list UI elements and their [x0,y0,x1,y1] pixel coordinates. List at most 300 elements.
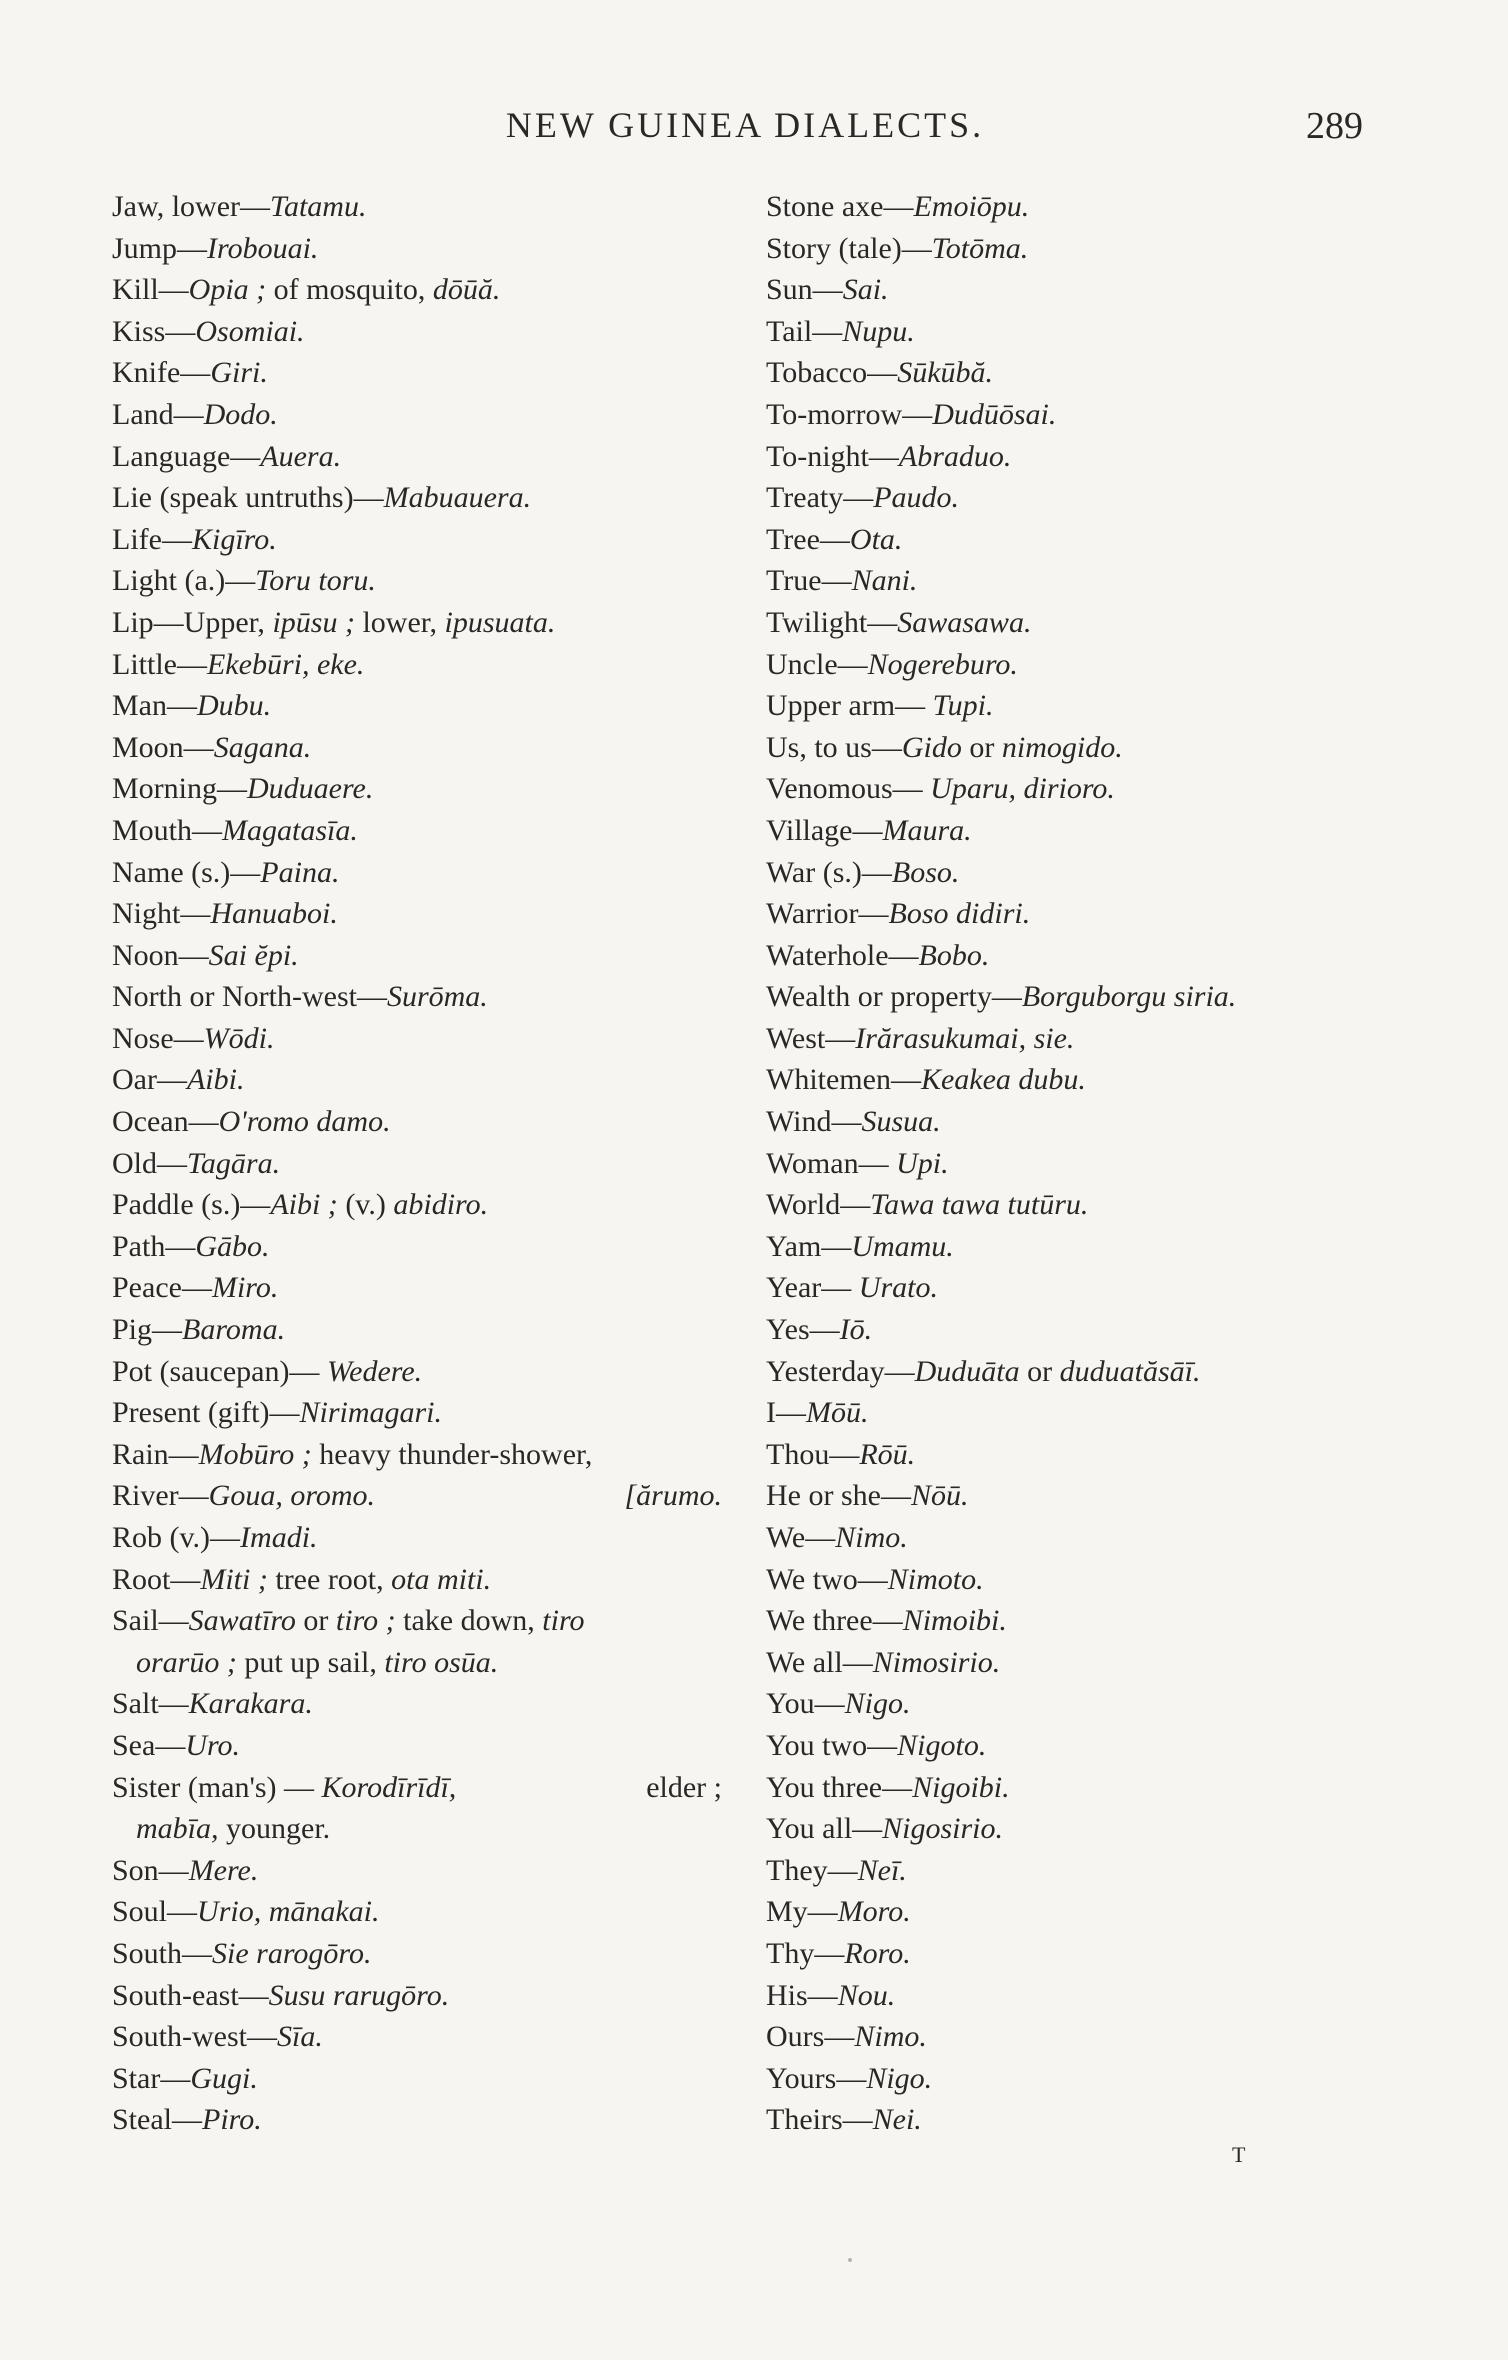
glossary-entry [766,436,1386,478]
glossary-entry [766,1683,1386,1725]
entry-gloss: Tawa tawa tutūru. [870,1188,1089,1222]
glossary-entry [112,1184,722,1226]
entry-note: or [1019,1354,1060,1388]
entry-term: To-night— [766,439,899,473]
glossary-entry [766,560,1386,602]
entry-gloss: Imadi. [240,1521,318,1554]
entry-gloss: Nigosirio. [882,1812,1004,1846]
entry-term: My— [766,1895,838,1929]
glossary-entry [112,1891,722,1933]
signature-mark: T [1232,2142,1246,2167]
entry-gloss: Osomiai. [195,314,305,348]
entry-continuation: [ărumo. [624,1479,722,1513]
entry-term: Man— [112,689,197,723]
entry-gloss: Nei. [872,2103,922,2137]
entry-gloss: Upi. [896,1146,949,1180]
glossary-entry [766,727,1386,769]
entry-gloss: Irărasukumai, sie. [855,1021,1075,1055]
glossary-entry [766,269,1386,311]
glossary-entry [112,394,722,436]
entry-gloss: Miro. [211,1271,279,1305]
entry-gloss: Ota. [849,522,903,556]
glossary-entry [112,2058,722,2100]
entry-term: Mouth— [112,813,223,847]
entry-term: True— [766,564,852,598]
glossary-entry [112,228,722,270]
entry-term: Rain— [112,1437,199,1471]
glossary-entry [112,1850,722,1892]
entry-gloss: Nani. [851,564,918,598]
entry-term: His— [766,1978,838,2012]
entry-gloss: Mere. [188,1853,259,1887]
entry-term: Morning— [112,772,247,806]
running-header [0,104,1508,154]
entry-term: Thou— [766,1437,860,1471]
entry-term: Little— [112,647,207,681]
entry-term: We— [766,1521,836,1554]
entry-term: Kill— [112,273,189,307]
entry-term: Sail— [112,1604,189,1638]
entry-gloss: Totōma. [931,231,1029,265]
glossary-entry [112,727,722,769]
glossary-entry [766,2016,1386,2058]
glossary-entry [112,2016,722,2058]
entry-term: Land— [112,397,204,431]
glossary-entry [766,1434,1386,1476]
entry-term: Theirs— [766,2103,873,2137]
entry-term: You two— [766,1728,898,1762]
glossary-entry [766,1059,1386,1101]
entry-term: Yours— [766,2061,867,2095]
glossary-entry [766,352,1386,394]
entry-gloss: Toru toru. [255,564,376,598]
entry-gloss: Nigo. [866,2061,933,2095]
glossary-entry [766,2058,1386,2100]
glossary-entry [766,228,1386,270]
glossary-entry [112,311,722,353]
entry-gloss: Hanuaboi. [210,897,338,931]
entry-note: put up sail, [236,1645,385,1679]
entry-gloss: ota miti. [391,1562,492,1596]
entry-note: heavy thunder-shower, [311,1437,593,1471]
entry-term: We three— [766,1604,903,1638]
entry-gloss: Surōma. [386,980,488,1014]
paper-speck [848,2258,852,2262]
entry-term: Twilight— [766,605,898,639]
glossary-entry [112,1392,722,1434]
entry-gloss: Susu rarugōro. [268,1978,450,2012]
entry-gloss: Boso didiri. [888,897,1031,931]
glossary-entry [766,935,1386,977]
left-column [112,186,722,2141]
entry-gloss: Maura. [882,813,972,847]
entry-term: Oar— [112,1063,187,1097]
entry-gloss: Mabuauera. [383,481,532,515]
glossary-entry [112,852,722,894]
entry-gloss: Gido [901,730,962,764]
glossary-entry [112,436,722,478]
entry-term: Language— [112,439,261,473]
glossary-entry [766,2099,1386,2141]
glossary-entry [112,1143,722,1185]
glossary-entry [766,685,1386,727]
entry-term: Sun— [766,273,843,307]
entry-term: War (s.)— [766,855,892,889]
entry-term: Salt— [112,1687,189,1721]
entry-term: South-east— [112,1978,269,2012]
entry-term: Yes— [766,1313,840,1347]
entry-term: South-west— [112,2020,277,2054]
glossary-entry [766,519,1386,561]
glossary-entry [766,1517,1386,1559]
entry-gloss: Sīa. [277,2020,323,2054]
entry-term: North or North-west— [112,980,387,1014]
entry-term: Whitemen— [766,1063,921,1097]
entry-gloss: Ekebūri, eke. [206,647,365,681]
entry-term: We all— [766,1645,873,1679]
entry-gloss: Sawasawa. [897,605,1032,639]
glossary-entry [112,768,722,810]
entry-gloss: Miti ; [200,1562,268,1596]
entry-gloss: Nōū. [910,1479,969,1513]
entry-note: lower, [354,605,445,639]
entry-term: Son— [112,1853,189,1887]
glossary-entry [112,1600,722,1642]
entry-gloss: Abraduo. [898,439,1012,473]
entry-gloss: Nigoibi. [912,1770,1010,1804]
entry-gloss: Emoiōpu. [913,190,1030,223]
page-title: NEW GUINEA DIALECTS. [505,105,985,145]
entry-term: Rob (v.)— [112,1521,241,1554]
entry-gloss: Gugi. [190,2061,258,2095]
glossary-entry [766,1392,1386,1434]
glossary-entry [112,1517,722,1559]
entry-term: Path— [112,1229,196,1263]
glossary-entry [112,893,722,935]
entry-gloss: Urio, mānakai. [197,1895,380,1929]
entry-gloss: Goua, oromo. [208,1479,376,1513]
entry-gloss: Nou. [837,1978,896,2012]
glossary-entry [766,1808,1386,1850]
glossary-entry [766,1891,1386,1933]
entry-gloss: Dudūōsai. [932,397,1057,431]
glossary-entry [112,1434,722,1476]
entry-term: Moon— [112,730,214,764]
entry-gloss: Urato. [858,1271,938,1305]
entry-gloss: Korodīrīdī, [321,1770,457,1804]
entry-term: He or she— [766,1479,911,1513]
entry-gloss: Dubu. [197,689,272,723]
entry-gloss: Giri. [210,356,268,390]
entry-term: Knife— [112,356,211,390]
entry-term: Name (s.)— [112,855,261,889]
glossary-entry [112,976,722,1018]
glossary-entry [112,602,722,644]
entry-gloss: Bobo. [918,938,990,972]
entry-term: You three— [766,1770,913,1804]
glossary-entry [112,1351,722,1393]
entry-gloss: mabīa, [136,1812,219,1846]
entry-gloss: Moro. [837,1895,911,1929]
glossary-entry [112,1975,722,2017]
glossary-entry [766,852,1386,894]
glossary-entry [766,1725,1386,1767]
glossary-entry [766,1975,1386,2017]
glossary-entry [766,1184,1386,1226]
glossary-entry [766,1018,1386,1060]
glossary-entry [112,477,722,519]
entry-term: Pot (saucepan)— [112,1354,327,1388]
entry-gloss: Nirimagari. [299,1396,442,1430]
entry-gloss: abidiro. [393,1188,489,1222]
entry-term: Pig— [112,1313,183,1347]
glossary-entry [766,1143,1386,1185]
entry-term: Present (gift)— [112,1396,300,1430]
glossary-entry [766,1559,1386,1601]
entry-term: Wealth or property— [766,980,1022,1014]
entry-gloss: orarūo ; [136,1645,237,1679]
entry-term: Ocean— [112,1105,219,1139]
entry-term: World— [766,1188,871,1222]
entry-gloss: Nogereburo. [867,647,1018,681]
glossary-entry [112,1018,722,1060]
entry-gloss: duduatăsāī. [1059,1354,1201,1388]
entry-term: Sea— [112,1728,186,1762]
entry-gloss: Umamu. [851,1229,954,1263]
entry-gloss: Piro. [202,2103,262,2137]
entry-gloss: Tupi. [932,689,994,723]
entry-term: Nose— [112,1021,204,1055]
entry-gloss: Baroma. [182,1313,286,1347]
entry-gloss: Nimoto. [887,1562,984,1596]
glossary-entry [112,1642,722,1684]
entry-note: of mosquito, [266,273,433,307]
entry-gloss: Nupu. [842,314,915,348]
entry-gloss: Karakara. [188,1687,313,1721]
entry-term: Year— [766,1271,859,1305]
entry-gloss: Rōū. [859,1437,916,1471]
glossary-entry [766,768,1386,810]
glossary-entry [766,810,1386,852]
entry-gloss: Uro. [185,1728,241,1762]
entry-gloss: O'romo damo. [218,1105,391,1139]
entry-gloss: Sūkūbă. [897,356,994,390]
glossary-entry [766,976,1386,1018]
entry-gloss: Nigoto. [897,1728,987,1762]
entry-note: (v.) [337,1188,394,1222]
entry-gloss: Tatamu. [270,190,367,223]
glossary-entry [766,602,1386,644]
entry-term: Uncle— [766,647,868,681]
entry-gloss: Gābo. [195,1229,270,1263]
glossary-entry [766,893,1386,935]
entry-note: elder ; [646,1770,722,1804]
glossary-entry [766,1600,1386,1642]
entry-note: take down, [395,1604,543,1638]
entry-gloss: Aibi ; [270,1188,338,1222]
entry-term: Venomous— [766,772,931,806]
entry-term: Paddle (s.)— [112,1188,271,1222]
entry-term: Village— [766,813,883,847]
entry-note: or [295,1604,336,1638]
glossary-entry [112,1059,722,1101]
entry-gloss: Nigo. [844,1687,911,1721]
glossary-entry [766,394,1386,436]
entry-gloss: Paina. [260,855,340,889]
page-number: 289 [1306,105,1363,147]
entry-gloss: dōūă. [432,273,501,307]
glossary-entry [112,1767,722,1809]
entry-term: Tail— [766,314,843,348]
entry-term: I— [766,1396,806,1430]
entry-gloss: Wōdi. [203,1021,275,1055]
entry-term: To-morrow— [766,397,933,431]
entry-gloss: Keakea dubu. [920,1063,1086,1097]
glossary-entry [766,1267,1386,1309]
glossary-entry [766,1351,1386,1393]
glossary-entry [112,685,722,727]
glossary-entry [766,644,1386,686]
entry-gloss: Kigīro. [191,522,277,556]
entry-gloss: Sie rarogōro. [212,1936,372,1970]
glossary-entry [112,1725,722,1767]
entry-term: Root— [112,1562,201,1596]
entry-gloss: Duduaere. [247,772,374,806]
entry-term: Peace— [112,1271,212,1305]
entry-term: Lip—Upper, [112,605,273,639]
entry-term: Story (tale)— [766,231,932,265]
entry-gloss: Nimo. [835,1521,908,1554]
entry-term: Light (a.)— [112,564,256,598]
entry-gloss: Opia ; [188,273,267,307]
entry-term: Noon— [112,938,209,972]
entry-term: Woman— [766,1146,897,1180]
entry-gloss: Sai. [842,273,889,307]
entry-gloss: nimogido. [1001,730,1123,764]
entry-gloss: tiro [542,1604,585,1638]
right-column [766,186,1386,2141]
glossary-entry [112,519,722,561]
glossary-entry [112,560,722,602]
entry-term: Life— [112,522,192,556]
entry-gloss: Susua. [861,1105,941,1139]
entry-gloss: Sawatīro [188,1604,296,1638]
entry-gloss: Borguborgu siria. [1021,980,1237,1014]
entry-term: Tobacco— [766,356,898,390]
glossary-entry [112,1101,722,1143]
glossary-entry [766,1933,1386,1975]
entry-gloss: ipusuata. [444,605,556,639]
glossary-entry [766,1309,1386,1351]
glossary-entry [112,1267,722,1309]
glossary-entry [112,186,722,228]
entry-term: Warrior— [766,897,889,931]
glossary-entry [766,1226,1386,1268]
entry-term: Thy— [766,1936,845,1970]
glossary-entry [766,1642,1386,1684]
entry-term: Jump— [112,231,208,265]
entry-gloss: tiro osūa. [384,1645,499,1679]
entry-term: Yam— [766,1229,852,1263]
glossary-entry [112,935,722,977]
entry-gloss: Mōū. [806,1396,869,1430]
entry-gloss: Roro. [844,1936,911,1970]
entry-note: younger. [218,1812,331,1846]
glossary-entry [766,186,1386,228]
entry-term: Yesterday— [766,1354,915,1388]
entry-term: Tree— [766,522,850,556]
entry-gloss: Paudo. [873,481,960,515]
entry-gloss: Uparu, dirioro. [930,772,1115,806]
entry-gloss: Auera. [260,439,342,473]
entry-term: Sister (man's) — [112,1770,322,1804]
glossary-entry [112,1475,722,1517]
glossary-entry [766,1101,1386,1143]
entry-term: They— [766,1853,858,1887]
glossary-entry [112,1226,722,1268]
entry-term: South— [112,1936,213,1970]
entry-term: Night— [112,897,211,931]
glossary-entry [766,1850,1386,1892]
entry-gloss: Mobūro ; [198,1437,312,1471]
entry-gloss: Boso. [891,855,960,889]
glossary-entry [112,2099,722,2141]
entry-gloss: Iō. [839,1313,873,1347]
entry-term: River— [112,1479,209,1513]
entry-term: We two— [766,1562,888,1596]
glossary-entry [112,1808,722,1850]
entry-term: Wind— [766,1105,862,1139]
entry-gloss: tiro ; [335,1604,396,1638]
entry-term: Jaw, lower— [112,190,271,223]
glossary-entry [112,1309,722,1351]
entry-gloss: Irobouai. [207,231,319,265]
entry-term: Ours— [766,2020,855,2054]
entry-term: Upper arm— [766,689,933,723]
entry-term: Old— [112,1146,187,1180]
glossary-entry [112,1933,722,1975]
entry-term: You all— [766,1812,883,1846]
entry-gloss: Nimosirio. [872,1645,1001,1679]
glossary-entry [112,352,722,394]
entry-term: Us, to us— [766,730,902,764]
entry-term: Star— [112,2061,191,2095]
entry-term: Stone axe— [766,190,914,223]
entry-note: tree root, [267,1562,392,1596]
entry-gloss: Tagāra. [187,1146,281,1180]
entry-term: You— [766,1687,845,1721]
entry-gloss: Magatasīa. [222,813,358,847]
entry-gloss: Sai ĕpi. [208,938,299,972]
entry-gloss: Sagana. [213,730,312,764]
entry-note: or [961,730,1002,764]
entry-term: Kiss— [112,314,196,348]
entry-term: Treaty— [766,481,874,515]
entry-gloss: Dodo. [203,397,278,431]
entry-term: Soul— [112,1895,198,1929]
entry-gloss: Duduāta [914,1354,1020,1388]
entry-gloss: Nimo. [854,2020,927,2054]
entry-term: Lie (speak untruths)— [112,481,384,515]
entry-term: West— [766,1021,856,1055]
glossary-entry [766,477,1386,519]
glossary-entry [766,1767,1386,1809]
glossary-entry [112,810,722,852]
glossary-entry [112,269,722,311]
glossary-entry [112,1683,722,1725]
entry-gloss: Neī. [857,1853,907,1887]
entry-gloss: Wedere. [326,1354,423,1388]
